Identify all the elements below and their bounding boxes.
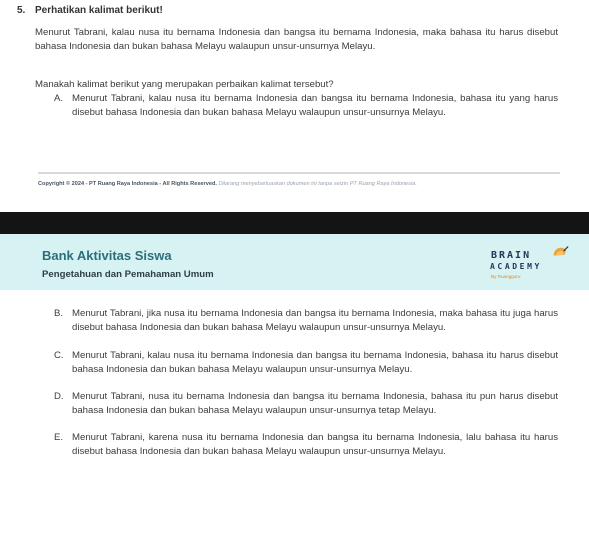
footer-divider: [38, 172, 560, 174]
option-e-text: Menurut Tabrani, karena nusa itu bernama Indonesia dan bangsa itu bernama Indonesia, lalu bahasa itu harus disebut bahasa Indonesia dan bukan bahasa Melayu walaupun unsur-unsurnya Melayu.: [72, 432, 558, 457]
brain-badge-icon: [551, 243, 569, 261]
option-e-letter: E.: [54, 432, 64, 443]
option-c-letter: C.: [54, 350, 64, 361]
option-b-letter: B.: [54, 308, 64, 319]
option-c[interactable]: [54, 349, 558, 377]
question-heading: [17, 5, 163, 17]
option-b[interactable]: [54, 307, 558, 335]
question-page-top: [0, 0, 589, 212]
question-number: 5.: [17, 5, 26, 16]
question-prompt: Manakah kalimat berikut yang merupakan perbaikan kalimat tersebut?: [35, 79, 334, 90]
option-e[interactable]: [54, 431, 558, 459]
option-a-text: Menurut Tabrani, kalau nusa itu bernama Indonesia dan bangsa itu bernama Indonesia, bahasa itu yang harus disebut bahasa Indonesia dan bukan bahasa Melayu walaupun unsur-unsurnya Melayu.: [72, 93, 558, 118]
option-a[interactable]: [54, 92, 558, 120]
question-title: Perhatikan kalimat berikut!: [35, 5, 163, 16]
option-a-letter: A.: [54, 93, 64, 104]
option-d[interactable]: [54, 390, 558, 418]
section-title: Bank Aktivitas Siswa: [42, 248, 172, 263]
section-header: [0, 234, 589, 290]
copyright-italic: Dilarang menyebarluaskan dokumen ini tanpa seizin PT Ruang Raya Indonesia.: [218, 181, 417, 187]
logo-brain-text: BRAIN: [491, 250, 532, 261]
option-d-letter: D.: [54, 391, 64, 402]
logo-academy-text: ACADEMY: [490, 262, 542, 271]
option-b-text: Menurut Tabrani, jika nusa itu bernama Indonesia dan bangsa itu bernama Indonesia, maka bahasa itu juga harus disebut bahasa Indonesia dan bukan bahasa Melayu walaupun unsur-unsurnya Melayu.: [72, 308, 558, 333]
page-separator-band: [0, 212, 589, 234]
option-d-text: Menurut Tabrani, nusa itu bernama Indonesia dan bangsa itu bernama Indonesia, bahasa itu pun harus disebut bahasa Indonesia dan bukan bahasa Melayu walaupun unsur-unsurnya tetap Melayu.: [72, 391, 558, 416]
question-statement: Menurut Tabrani, kalau nusa itu bernama Indonesia dan bangsa itu bernama Indonesia, maka bahasa itu harus disebut bahasa Indonesia dan bukan bahasa Melayu walaupun unsur-unsurnya Melayu.: [35, 27, 558, 52]
logo-byline: By Ruangguru: [491, 274, 521, 279]
section-subtitle: Pengetahuan dan Pemahaman Umum: [42, 269, 214, 280]
brain-academy-logo: [491, 242, 581, 282]
copyright-bold: Copyright © 2024 - PT Ruang Raya Indonesia - All Rights Reserved.: [38, 181, 217, 187]
copyright-notice: [38, 180, 562, 188]
option-c-text: Menurut Tabrani, kalau nusa itu bernama Indonesia dan bangsa itu bernama Indonesia, bahasa itu harus disebut bahasa Indonesia dan bukan bahasa Melayu walaupun unsur-unsurnya Melayu.: [72, 350, 558, 375]
